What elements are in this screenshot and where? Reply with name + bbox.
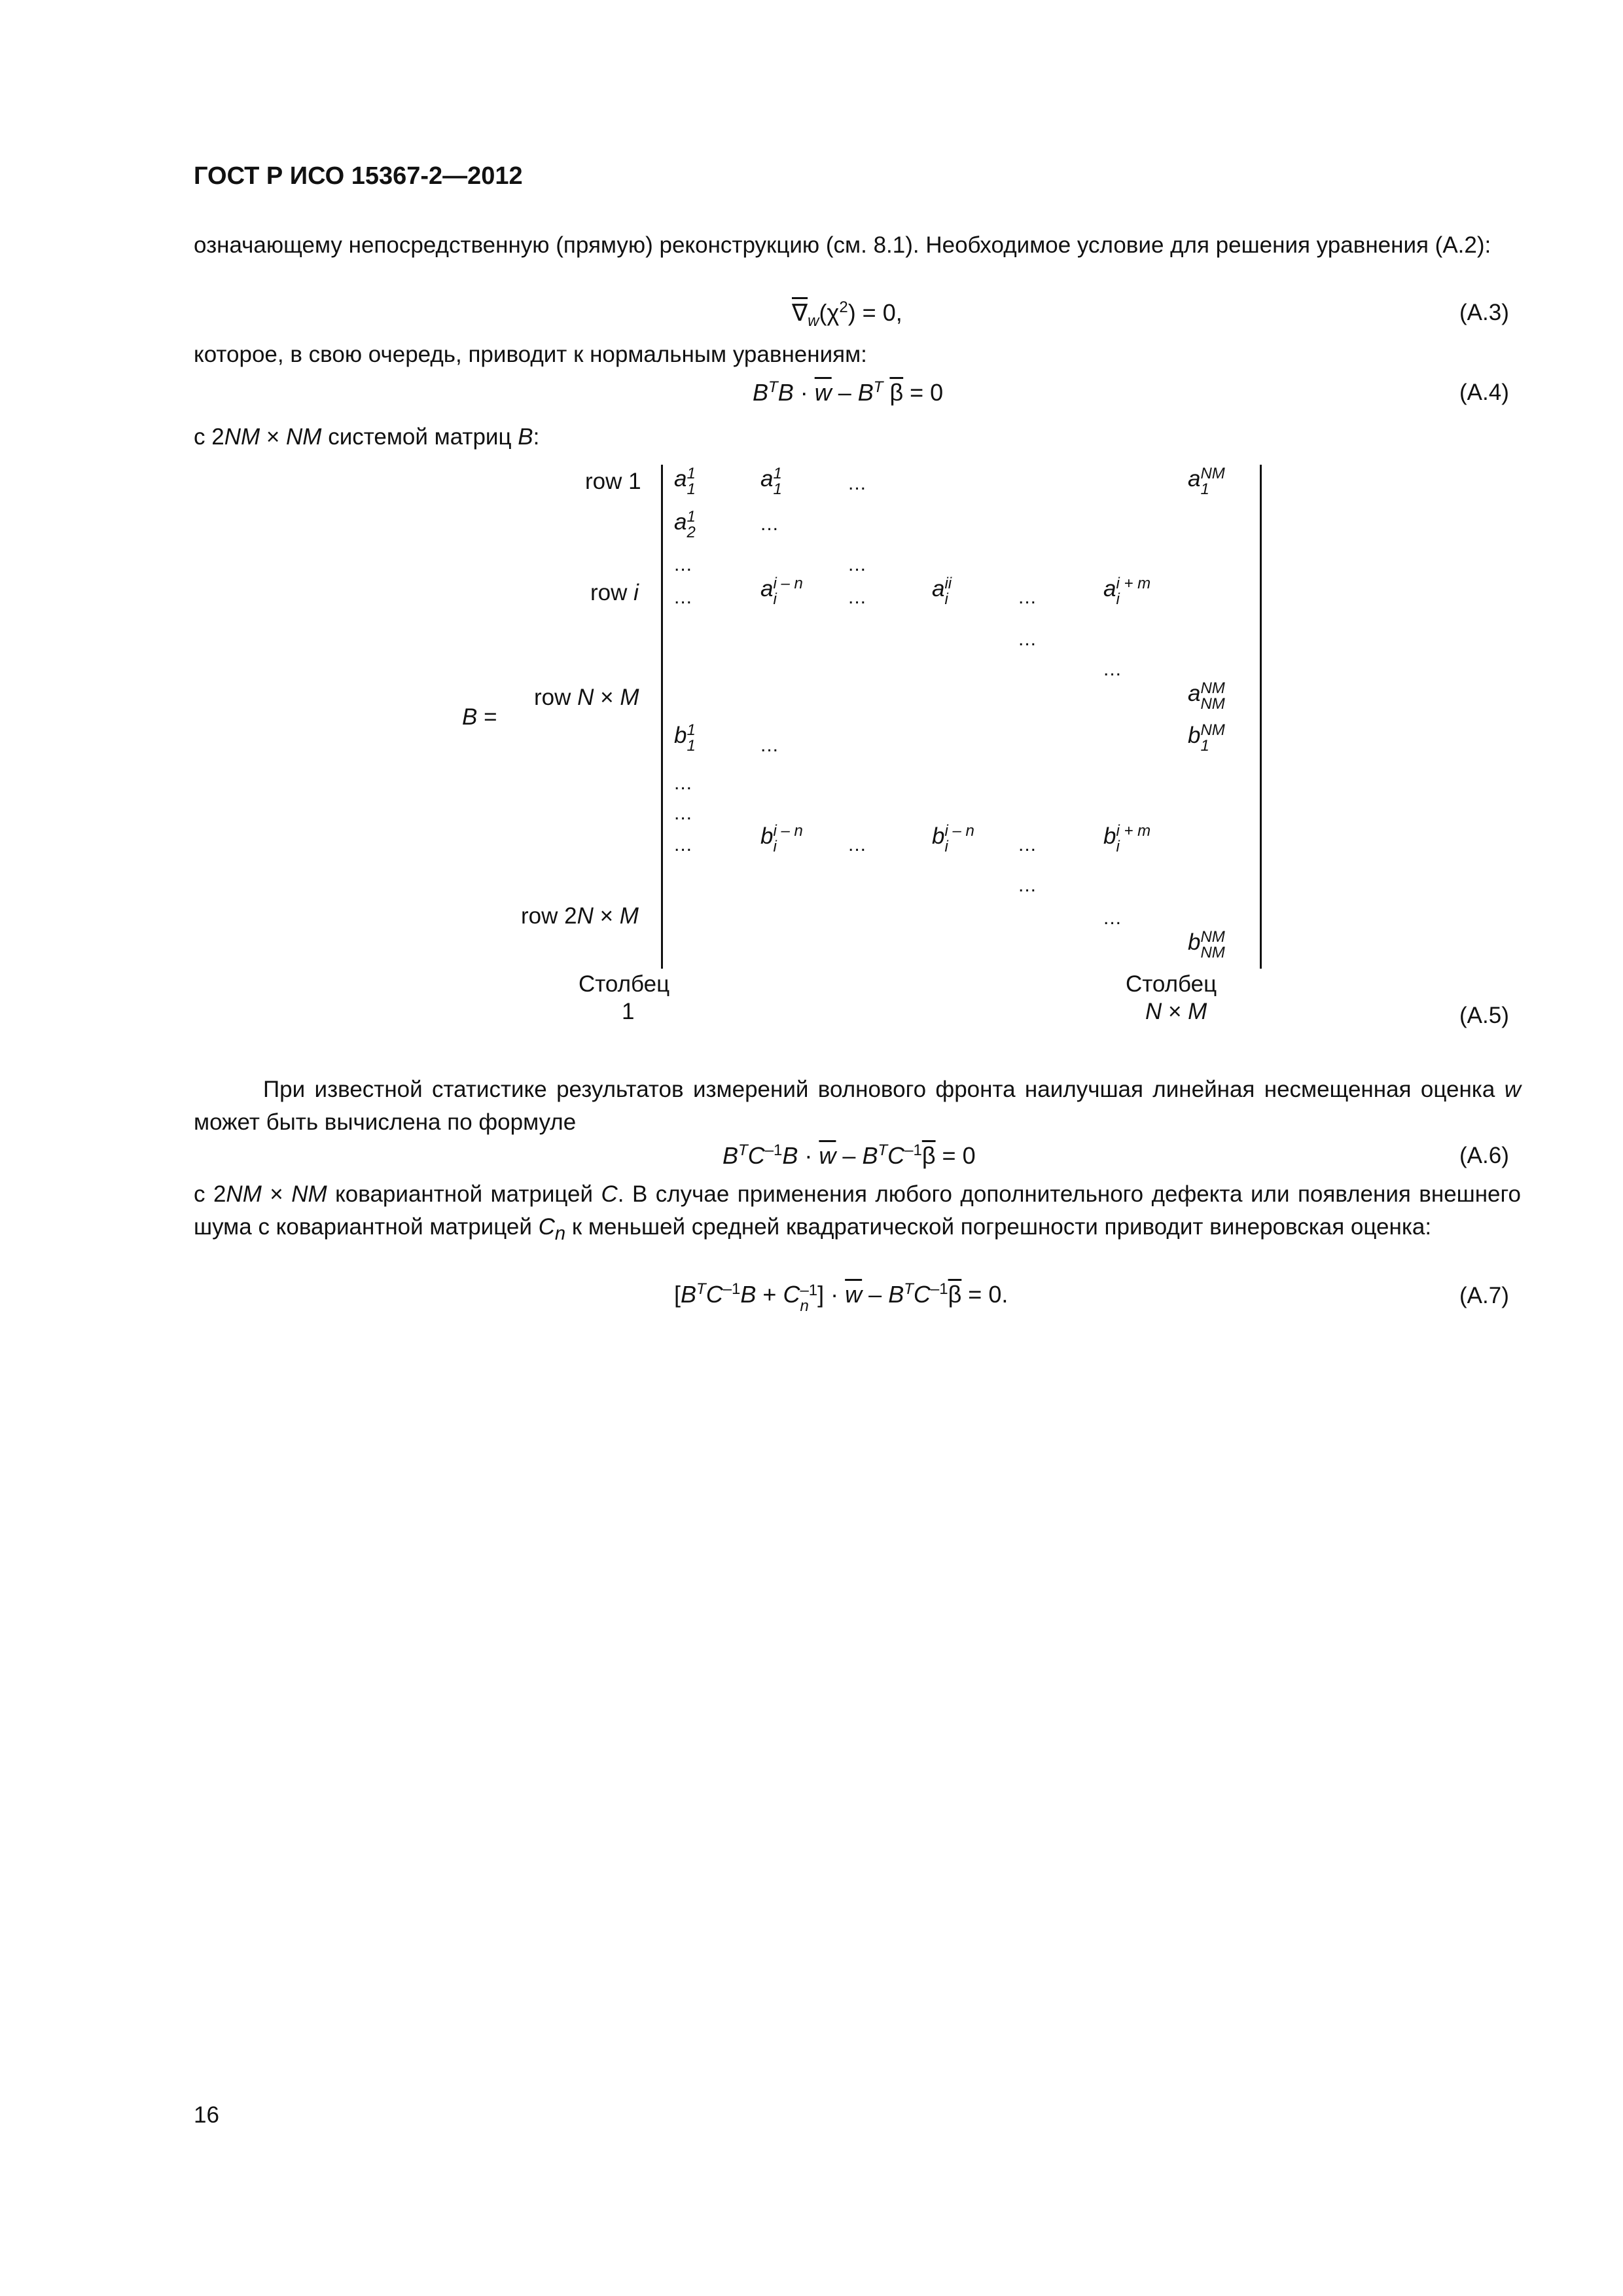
matrix-cell: a 1 1 (674, 465, 696, 499)
equation-number-a3: (А.3) (1459, 300, 1509, 325)
matrix-ellipsis: ... (1018, 586, 1037, 608)
equation-a4: $B^TB \cdot \overline{w} - B^T$ $\overline{\beta} = 0$ (753, 378, 944, 406)
matrix-cell: b 1 1 (674, 721, 696, 755)
matrix-ellipsis: ... (1103, 907, 1122, 929)
column-label-1: Столбец (579, 971, 670, 997)
page-number: 16 (194, 2102, 219, 2128)
matrix-ellipsis: ... (848, 473, 867, 494)
matrix-cell: b NM 1 (1188, 721, 1225, 755)
matrix-right-bar (1260, 465, 1262, 969)
row-label-i: row i (590, 580, 639, 605)
matrix-cell: a i – n i (760, 575, 803, 609)
column-number-1: 1 (622, 999, 635, 1024)
text-matrix-system: с 2NM × NM системой матриц B: (194, 424, 540, 450)
matrix-ellipsis: ... (1018, 834, 1037, 855)
matrix-ellipsis: ... (1018, 874, 1037, 896)
row-label-1: row 1 (585, 469, 641, 494)
equation-a3: $\nabla_w(\chi^2) = 0$, (792, 298, 902, 331)
equation-number-a4: (А.4) (1459, 380, 1509, 405)
equation-number-a5: (А.5) (1459, 1003, 1509, 1028)
matrix-ellipsis: ... (674, 772, 693, 794)
matrix-ellipsis: ... (1103, 658, 1122, 680)
matrix-cell: a ii i (932, 575, 952, 609)
matrix-label: B = (462, 704, 497, 730)
matrix-cell: b NM NM (1188, 928, 1225, 962)
matrix-ellipsis: ... (674, 802, 693, 824)
matrix-ellipsis: ... (674, 834, 693, 855)
matrix-ellipsis: ... (848, 834, 867, 855)
matrix-ellipsis: ... (760, 513, 779, 535)
matrix-ellipsis: ... (848, 554, 867, 575)
matrix-cell: a 1 1 (760, 465, 782, 499)
equation-a6: $B^TC^{-1}B \cdot \overline{w} - B^TC^{-1}\overline{\beta} = 0$ (722, 1141, 976, 1169)
document-header: ГОСТ Р ИСО 15367-2—2012 (194, 162, 523, 190)
matrix-cell: a NM 1 (1188, 465, 1225, 499)
matrix-ellipsis: ... (674, 554, 693, 575)
matrix-ellipsis: ... (848, 586, 867, 608)
text-normal-equations: которое, в свою очередь, приводит к нормальным уравнениям: (194, 342, 867, 367)
matrix-ellipsis: ... (674, 586, 693, 608)
matrix-cell: b i – n i (932, 822, 974, 856)
paragraph-estimate: При известной статистике результатов измерений волнового фронта наилучшая линейная несмещенная оценка w может быть вычислена по формуле (194, 1077, 1521, 1135)
row-label-nm: row N × M (534, 685, 639, 710)
paragraph-intro: означающему непосредственную (прямую) реконструкцию (см. 8.1). Необходимое условие для решения уравнения (А.2): (194, 232, 1491, 258)
matrix-cell: b i + m i (1103, 822, 1151, 856)
column-number-nm: N × M (1145, 999, 1207, 1024)
matrix-cell: a 1 2 (674, 508, 696, 542)
matrix-ellipsis: ... (760, 734, 779, 756)
paragraph-covariance: с 2NM × NM ковариантной матрицей C. В случае применения любого дополнительного дефекта или появления внешнего шума с ковариантной матрицей $C_n$ к меньшей средней квадратической погрешности приводит винеровская оценка: (194, 1181, 1521, 1244)
matrix-cell: a i + m i (1103, 575, 1151, 609)
equation-number-a7: (А.7) (1459, 1283, 1509, 1308)
equation-a7: [$B^TC^{-1}B + C$ –1 n ] · $\overline{w} - B^TC^{-1}\overline{\beta} = 0$. (674, 1280, 1008, 1315)
matrix-ellipsis: ... (1018, 628, 1037, 650)
equation-number-a6: (А.6) (1459, 1143, 1509, 1168)
column-label-nm: Столбец (1126, 971, 1217, 997)
matrix-cell: b i – n i (760, 822, 803, 856)
matrix-left-bar (661, 465, 663, 969)
matrix-cell: a NM NM (1188, 679, 1225, 713)
row-label-2nm: row 2N × M (521, 903, 639, 929)
